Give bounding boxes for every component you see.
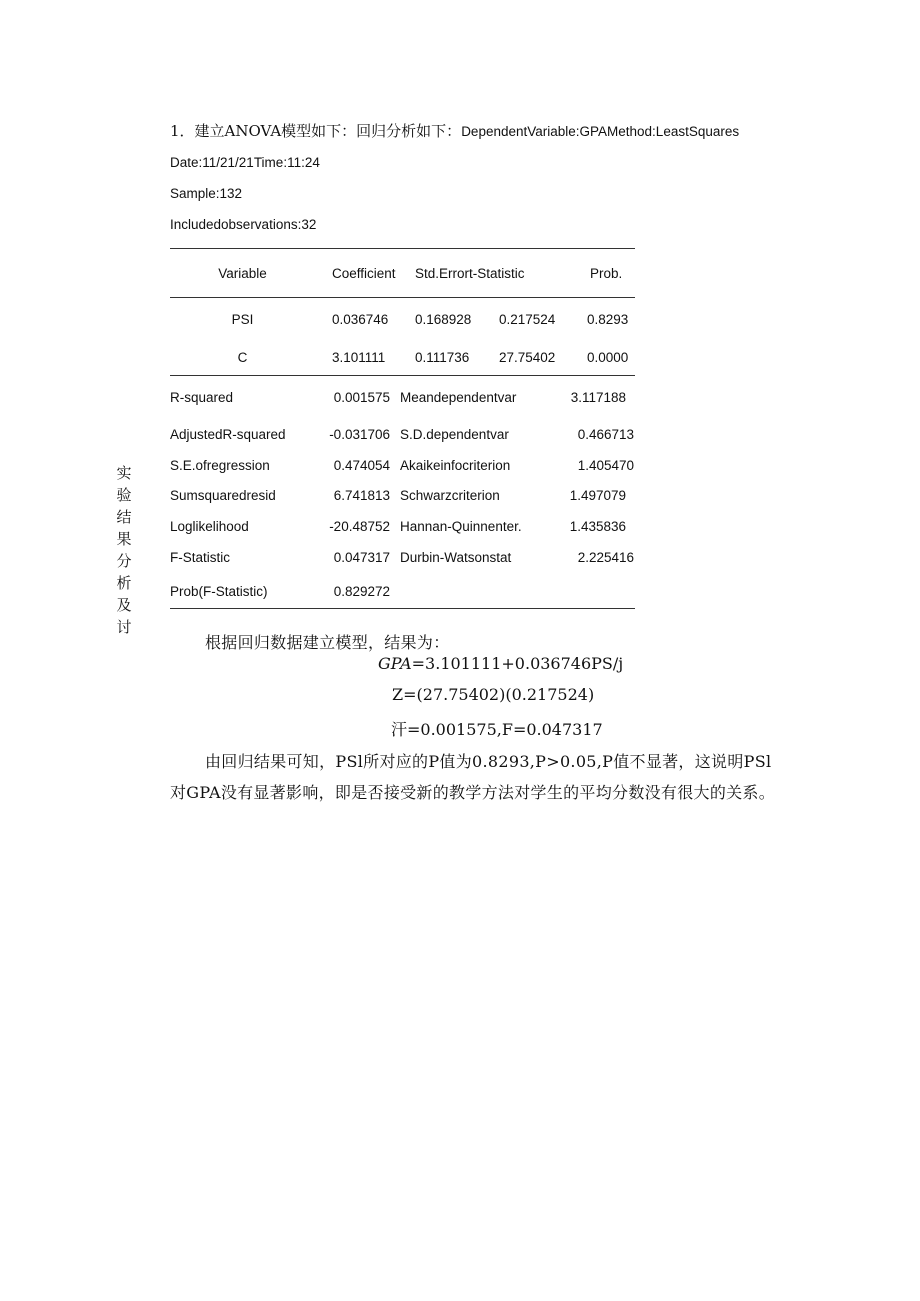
conclusion-line-2: 对GPA没有显著影响，即是否接受新的教学方法对学生的平均分数没有很大的关系。 bbox=[170, 783, 776, 802]
header-prob: Prob. bbox=[590, 266, 623, 281]
stat-label: Loglikelihood bbox=[170, 519, 249, 534]
stat-value-2: 2.225416 bbox=[577, 550, 634, 565]
equation-r2-f: 汗=0.001575,F=0.047317 bbox=[391, 720, 603, 739]
row-std-error: 0.168928 bbox=[415, 312, 472, 327]
table-rule-header bbox=[170, 297, 635, 298]
stat-label-2: Durbin-Watsonstat bbox=[400, 550, 512, 565]
equation-model bbox=[378, 654, 623, 673]
stat-label-2: Meandependentvar bbox=[400, 390, 517, 405]
heading-suffix: DependentVariable:GPAMethod:LeastSquares bbox=[461, 124, 740, 139]
side-label-char: 及 bbox=[116, 596, 132, 614]
header-coefficient: Coefficient bbox=[332, 266, 396, 281]
stat-value-2: 1.435836 bbox=[569, 519, 626, 534]
stat-label-2: Schwarzcriterion bbox=[400, 488, 500, 503]
stat-value: 0.001575 bbox=[333, 390, 390, 405]
side-label-char: 果 bbox=[116, 530, 132, 548]
stat-label-2: Akaikeinfocriterion bbox=[400, 458, 511, 473]
stat-value: 0.474054 bbox=[333, 458, 390, 473]
stat-label: R-squared bbox=[170, 390, 234, 405]
stat-label: S.E.ofregression bbox=[170, 458, 270, 473]
meta-observations: Includedobservations:32 bbox=[170, 217, 317, 232]
stat-label: Sumsquaredresid bbox=[170, 488, 276, 503]
stat-value: 0.829272 bbox=[333, 584, 390, 599]
side-label bbox=[114, 462, 134, 634]
stat-label-2: Hannan-Quinnenter. bbox=[400, 519, 522, 534]
row-std-error: 0.111736 bbox=[415, 350, 470, 365]
stat-value: 6.741813 bbox=[333, 488, 390, 503]
row-variable: C bbox=[237, 350, 248, 365]
stat-value-2: 1.405470 bbox=[577, 458, 634, 473]
equation-rhs: =3.101111+0.036746PS/j bbox=[411, 654, 624, 673]
stat-value-2: 0.466713 bbox=[577, 427, 634, 442]
side-label-char: 验 bbox=[116, 486, 132, 504]
stat-label: F-Statistic bbox=[170, 550, 231, 565]
table-rule-middle bbox=[170, 375, 635, 376]
side-label-char: 结 bbox=[116, 508, 132, 526]
side-label-char: 分 bbox=[116, 552, 132, 570]
meta-sample: Sample:132 bbox=[170, 186, 243, 201]
row-prob: 0.0000 bbox=[587, 350, 629, 365]
row-variable: PSI bbox=[231, 312, 254, 327]
row-t-statistic: 0.217524 bbox=[499, 312, 556, 327]
header-variable: Variable bbox=[218, 266, 267, 281]
model-intro: 根据回归数据建立模型，结果为： bbox=[205, 633, 450, 652]
side-label-char: 讨 bbox=[116, 618, 132, 634]
table-rule-bottom bbox=[170, 608, 635, 609]
header-stderror-tstat: Std.Errort-Statistic bbox=[415, 266, 525, 281]
stat-label-2: S.D.dependentvar bbox=[400, 427, 509, 442]
stat-value-2: 3.117188 bbox=[570, 390, 626, 405]
row-t-statistic: 27.75402 bbox=[499, 350, 556, 365]
equation-z: Z=(27.75402)(0.217524) bbox=[392, 685, 595, 704]
row-coefficient: 0.036746 bbox=[332, 312, 389, 327]
stat-label: Prob(F-Statistic) bbox=[170, 584, 268, 599]
row-coefficient: 3.101111 bbox=[332, 350, 386, 365]
stat-value: 0.047317 bbox=[333, 550, 390, 565]
table-rule-top bbox=[170, 248, 635, 249]
stat-value-2: 1.497079 bbox=[569, 488, 626, 503]
meta-date: Date:11/21/21Time:11:24 bbox=[170, 155, 320, 170]
conclusion-line-1: 由回归结果可知，PSl所对应的P值为0.8293,P>0.05,P值不显著，这说明PSl bbox=[205, 752, 772, 771]
equation-gpa: GPA bbox=[378, 654, 412, 673]
side-label-char: 实 bbox=[116, 464, 132, 482]
side-label-char: 析 bbox=[116, 574, 132, 592]
heading-prefix: 1．建立ANOVA模型如下：回归分析如下： bbox=[170, 122, 462, 140]
stat-value: -0.031706 bbox=[329, 427, 390, 442]
row-prob: 0.8293 bbox=[587, 312, 629, 327]
stat-value: -20.48752 bbox=[329, 519, 390, 534]
heading bbox=[170, 120, 739, 141]
stat-label: AdjustedR-squared bbox=[170, 427, 286, 442]
